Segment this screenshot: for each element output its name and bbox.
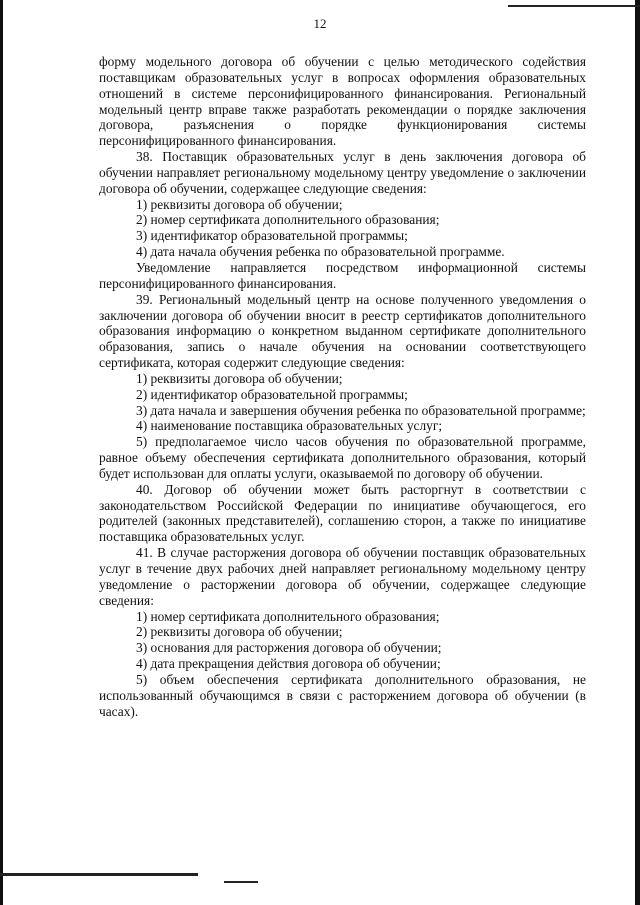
document-paragraph: 1) реквизиты договора об обучении; xyxy=(136,370,343,386)
document-paragraph: 2) номер сертификата дополнительного образования; xyxy=(136,212,440,228)
scan-mark-bottom-left xyxy=(0,873,198,876)
document-paragraph: 5) объем обеспечения сертификата дополнительного образования, не использованный обучающимся в связи с расторжением договора об обучении (в часах). xyxy=(99,671,586,719)
document-paragraph: 4) наименование поставщика образовательных услуг; xyxy=(136,418,443,434)
document-paragraph: 3) основания для расторжения договора об обучении; xyxy=(136,640,442,656)
document-paragraph: 2) реквизиты договора об обучении; xyxy=(136,624,343,640)
document-paragraph: 41. В случае расторжения договора об обучении поставщик образовательных услуг в течение двух рабочих дней направляет региональному модельному центру уведомление о расторжении договора об обучении, содержащее следующие сведения: xyxy=(99,545,586,608)
document-paragraph: 2) идентификатор образовательной программы; xyxy=(136,386,408,402)
document-paragraph: 39. Региональный модельный центр на основе полученного уведомления о заключении договора об обучении вносит в реестр сертификатов дополнительного образования информацию о конкретном выданном сертификате дополнительного образования, запись о начале обучения на основании соответствующего сертификата, которая содержит следующие сведения: xyxy=(99,291,586,371)
document-paragraph: 4) дата начала обучения ребенка по образовательной программе. xyxy=(136,244,505,260)
document-paragraph: 3) идентификатор образовательной программы; xyxy=(136,228,408,244)
document-paragraph: 4) дата прекращения действия договора об обучении; xyxy=(136,656,441,672)
document-paragraph: 3) дата начала и завершения обучения ребенка по образовательной программе; xyxy=(136,402,586,418)
scan-mark-bottom-mid xyxy=(224,881,258,883)
document-paragraph: 1) номер сертификата дополнительного образования; xyxy=(136,608,440,624)
document-paragraph: 5) предполагаемое число часов обучения по образовательной программе, равное объему обеспечения сертификата дополнительного образования, который будет использован для оплаты услуги, оказываемой по договору об обучении. xyxy=(99,434,586,481)
document-paragraph: форму модельного договора об обучении с целью методического содействия поставщикам образовательных услуг в вопросах оформления образовательных отношений в системе персонифицированного финансирования. Региональный модельный центр вправе также разработать рекомендации о порядке заключения договора, разъяснения о порядке функционирования системы персонифицированного финансирования. xyxy=(99,54,586,149)
scan-edge-right xyxy=(635,0,640,905)
document-paragraph: Уведомление направляется посредством информационной системы персонифицированного финансирования. xyxy=(99,259,586,291)
document-paragraph: 38. Поставщик образовательных услуг в день заключения договора об обучении направляет региональному модельному центру уведомление о заключении договора об обучении, содержащее следующие сведения: xyxy=(99,149,586,196)
scan-edge-left xyxy=(0,0,3,905)
document-paragraph: 1) реквизиты договора об обучении; xyxy=(136,196,343,212)
scan-mark-top xyxy=(508,5,640,7)
page-number: 12 xyxy=(313,16,327,31)
document-paragraph: 40. Договор об обучении может быть расторгнут в соответствии с законодательством Российской Федерации по инициативе обучающегося, его родителей (законных представителей), соглашению сторон, а также по инициативе поставщика образовательных услуг. xyxy=(99,481,586,545)
document-body xyxy=(99,54,586,719)
